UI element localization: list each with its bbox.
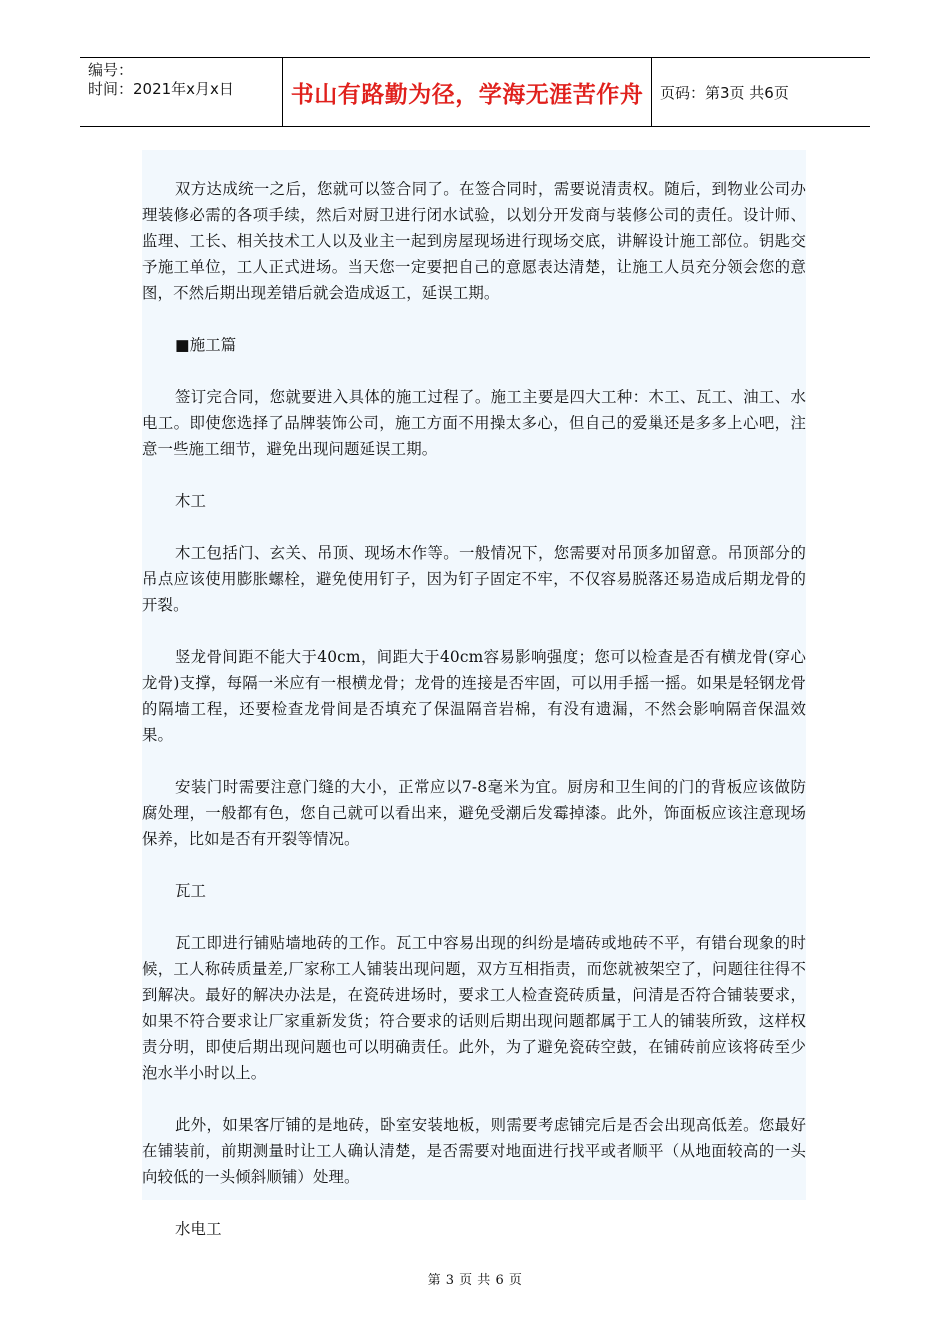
page-footer: 第 3 页 共 6 页 <box>427 1273 523 1288</box>
paragraph-tiling-1: 瓦工即进行铺贴墙地砖的工作。瓦工中容易出现的纠纷是墙砖或地砖不平，有错台现象的时候，工人称砖质量差,厂家称工人铺装出现问题，双方互相指责，而您就被架空了，问题往往得不到解决。最好的解决办法是，在瓷砖进场时，要求工人检查瓷砖质量，问清是否符合铺装要求，如果不符合要求让厂家重新发货；符合要求的话则后期出现问题都属于工人的铺装所致，这样权责分明，即使后期出现问题也可以明确责任。此外，为了避免瓷砖空鼓，在铺砖前应该将砖至少泡水半小时以上。 <box>142 934 806 1082</box>
number-label: 编号： <box>88 61 134 79</box>
date-label: 时间：2021年x月x日 <box>88 80 234 98</box>
paragraph-construction-intro: 签订完合同，您就要进入具体的施工过程了。施工主要是四大工种：木工、瓦工、油工、水电工。即使您选择了品牌装饰公司，施工方面不用操太多心，但自己的爱巢还是多多上心吧，注意一些施工细节，避免出现问题延误工期。 <box>142 388 806 458</box>
header-page-label: 页码：第3页 共6页 <box>660 83 789 102</box>
subheading-carpentry: 木工 <box>175 492 207 510</box>
header-motto: 书山有路勤为径，学海无涯苦作舟 <box>282 58 652 126</box>
subheading-plumbing-electrical: 水电工 <box>175 1220 222 1238</box>
paragraph-signing: 双方达成统一之后，您就可以签合同了。在签合同时，需要说清责权。随后，到物业公司办理装修必需的各项手续，然后对厨卫进行闭水试验，以划分开发商与装修公司的责任。设计师、监理、工长、相关技术工人以及业主一起到房屋现场进行现场交底，讲解设计施工部位。钥匙交予施工单位，工人正式进场。当天您一定要把自己的意愿表达清楚，让施工人员充分领会您的意图，不然后期出现差错后就会造成返工，延误工期。 <box>142 180 806 302</box>
document-body <box>142 150 806 1238</box>
header-meta <box>80 58 282 126</box>
paragraph-carpentry-2: 竖龙骨间距不能大于40cm，间距大于40cm容易影响强度；您可以检查是否有横龙骨(穿心龙骨)支撑，每隔一米应有一根横龙骨；龙骨的连接是否牢固，可以用手摇一摇。如果是轻钢龙骨的隔墙工程，还要检查龙骨间是否填充了保温隔音岩棉，有没有遗漏，不然会影响隔音保温效果。 <box>142 648 806 744</box>
paragraph-carpentry-1: 木工包括门、玄关、吊顶、现场木作等。一般情况下，您需要对吊顶多加留意。吊顶部分的吊点应该使用膨胀螺栓，避免使用钉子，因为钉子固定不牢，不仅容易脱落还易造成后期龙骨的开裂。 <box>142 544 806 614</box>
paragraph-carpentry-3: 安装门时需要注意门缝的大小，正常应以7-8毫米为宜。厨房和卫生间的门的背板应该做防腐处理，一般都有色，您自己就可以看出来，避免受潮后发霉掉漆。此外，饰面板应该注意现场保养，比如是否有开裂等情况。 <box>142 778 806 848</box>
document-header <box>80 57 870 127</box>
paragraph-tiling-2: 此外，如果客厅铺的是地砖，卧室安装地板，则需要考虑铺完后是否会出现高低差。您最好在铺装前，前期测量时让工人确认清楚，是否需要对地面进行找平或者顺平（从地面较高的一头向较低的一头倾斜顺铺）处理。 <box>142 1116 806 1186</box>
subheading-tiling: 瓦工 <box>175 882 207 900</box>
section-heading-construction: ■施工篇 <box>175 336 237 354</box>
